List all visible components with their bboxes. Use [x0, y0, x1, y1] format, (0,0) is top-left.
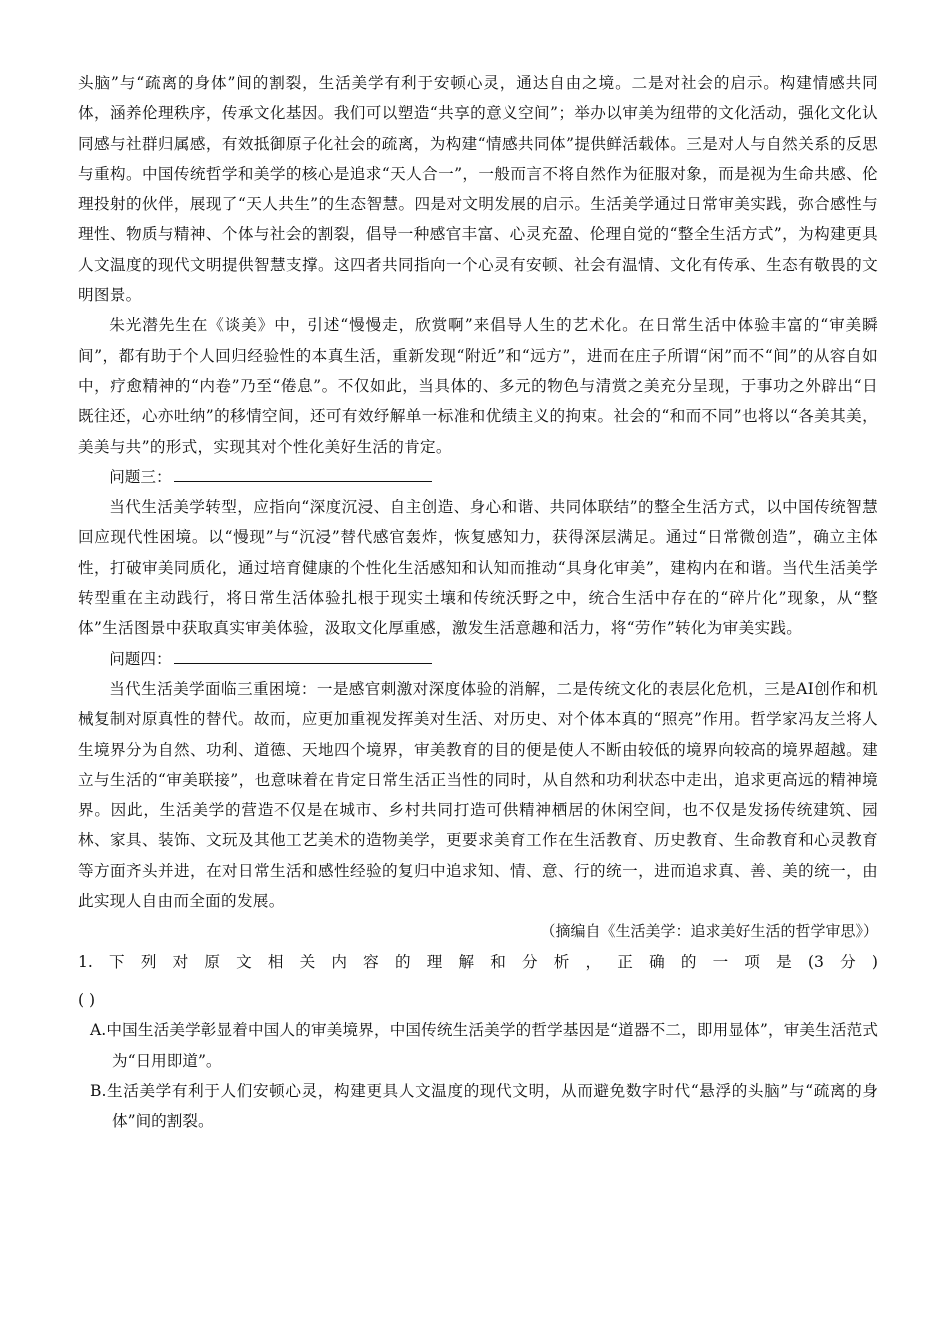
paragraph-1: 头脑”与“疏离的身体”间的割裂，生活美学有利于安顿心灵，通达自由之境。二是对社会的启示。构建情感共同体，涵养伦理秩序，传承文化基因。我们可以塑造“共享的意义空间”；举办以审美为纽带的文化活动，强化文化认同感与社群归属感，有效抵御原子化社会的疏离，为构建“情感共同体”提供鲜活载体。三是对人与自然关系的反思与重构。中国传统哲学和美学的核心是追求“天人合一”，一般而言不将自然作为征服对象，而是视为生命共感、伦理投射的伙伴，展现了“天人共生”的生态智慧。四是对文明发展的启示。生活美学通过日常审美实践，弥合感性与理性、物质与精神、个体与社会的割裂，倡导一种感官丰富、心灵充盈、伦理自觉的“整全生活方式”，为构建更具人文温度的现代文明提供智慧支撑。这四者共同指向一个心灵有安顿、社会有温情、文化有传承、生态有敬畏的文明图景。: [78, 74, 878, 305]
stem-char: (3: [807, 952, 824, 971]
stem-char: 分: [522, 952, 538, 971]
stem-char: 1.: [78, 952, 93, 971]
option-b[interactable]: B.生活美学有利于人们安顿心灵，构建更具人文温度的现代文明，从而避免数字时代“悬浮的头脑”与“疏离的身体”间的割裂。: [90, 1081, 878, 1131]
stem-char: 正: [617, 952, 633, 971]
stem-char: 的: [394, 952, 411, 971]
question-four-label: 问题四：: [109, 649, 172, 668]
question-three-label: 问题三：: [109, 467, 172, 486]
stem-char: 确: [649, 952, 665, 971]
answer-parentheses[interactable]: ( ): [78, 990, 96, 1009]
stem-char: 和: [490, 952, 506, 971]
stem-char: 是: [776, 952, 792, 971]
stem-char: 关: [299, 952, 316, 971]
stem-char: 的: [680, 952, 697, 971]
stem-char: 容: [363, 952, 379, 971]
stem-char: 分: [840, 952, 856, 971]
stem-char: ，: [585, 952, 602, 971]
document-page: [78, 68, 878, 1136]
stem-char: 对: [172, 952, 189, 971]
stem-char: 析: [553, 952, 570, 971]
stem-char: 项: [744, 952, 760, 971]
question-1-stem: [78, 947, 878, 977]
paragraph-3: 当代生活美学转型，应指向“深度沉浸、自主创造、身心和谐、共同体联结”的整全生活方式，以中国传统智慧回应现代性困境。以“慢现”与“沉浸”替代感官轰炸，恢复感知力，获得深层满足。通过“日常微创造”，确立主体性，打破审美同质化，通过培育健康的个性化生活感知和认知而推动“具身化审美”，建构内在和谐。当代生活美学转型重在主动践行，将日常生活体验扎根于现实土壤和传统沃野之中，统合生活中存在的“碎片化”现象，从“整体”生活图景中获取真实审美体验，汲取文化厚重感，激发生活意趣和活力，将“劳作”转化为审美实践。: [78, 498, 878, 638]
stem-char: 理: [426, 952, 443, 971]
paragraph-4: 当代生活美学面临三重困境：一是感官刺激对深度体验的消解，二是传统文化的表层化危机，三是AI创作和机械复制对原真性的替代。故而，应更加重视发挥美对生活、对历史、对个体本真的“照亮”作用。哲学家冯友兰将人生境界分为自然、功利、道德、天地四个境界，审美教育的目的便是使人不断由较低的境界向较高的境界超越。建立与生活的“审美联接”，也意味着在肯定日常生活正当性的同时，从自然和功利状态中走出，追求更高远的精神境界。因此，生活美学的营造不仅是在城市、乡村共同打造可供精神栖居的休闲空间，也不仅是发扬传统建筑、园林、家具、装饰、文玩及其他工艺美术的造物美学，更要求美育工作在生活教育、历史教育、生命教育和心灵教育等方面齐头并进，在对日常生活和感性经验的复归中追求知、情、意、行的统一，进而追求真、善、美的统一，由此实现人自由而全面的发展。: [78, 679, 878, 911]
stem-char: 文: [236, 952, 252, 971]
question-four-line: [78, 644, 878, 674]
stem-char: ): [871, 952, 878, 971]
stem-char: 解: [458, 952, 475, 971]
stem-char: 内: [331, 952, 348, 971]
source-citation: （摘编自《生活美学：追求美好生活的哲学审思》）: [540, 922, 878, 941]
question-three-line: [78, 462, 878, 492]
stem-char: 一: [712, 952, 729, 971]
stem-char: 相: [267, 952, 284, 971]
stem-char: 列: [140, 952, 157, 971]
option-a[interactable]: A.中国生活美学彰显着中国人的审美境界，中国传统生活美学的哲学基因是“道器不二，即用显体”，审美生活范式为“日用即道”。: [90, 1021, 878, 1070]
paragraph-2: 朱光潜先生在《谈美》中，引述“慢慢走，欣赏啊”来倡导人生的艺术化。在日常生活中体验丰富的“审美瞬间”，都有助于个人回归经验性的本真生活，重新发现“附近”和“远方”，进而在庄子所谓“闲”而不“间”的从容自如中，疗愈精神的“内卷”乃至“倦息”。不仅如此，当具体的、多元的物色与清赏之美充分呈现，于事功之外辟出“日既往还，心亦吐纳”的移情空间，还可有效纾解单一标准和优绩主义的拘束。社会的“和而不同”也将以“各美其美，美美与共”的形式，实现其对个性化美好生活的肯定。: [78, 316, 878, 456]
stem-char: 原: [204, 952, 220, 971]
question-four-blank[interactable]: [174, 647, 432, 664]
question-three-blank[interactable]: [174, 465, 432, 482]
stem-char: 下: [109, 952, 125, 971]
